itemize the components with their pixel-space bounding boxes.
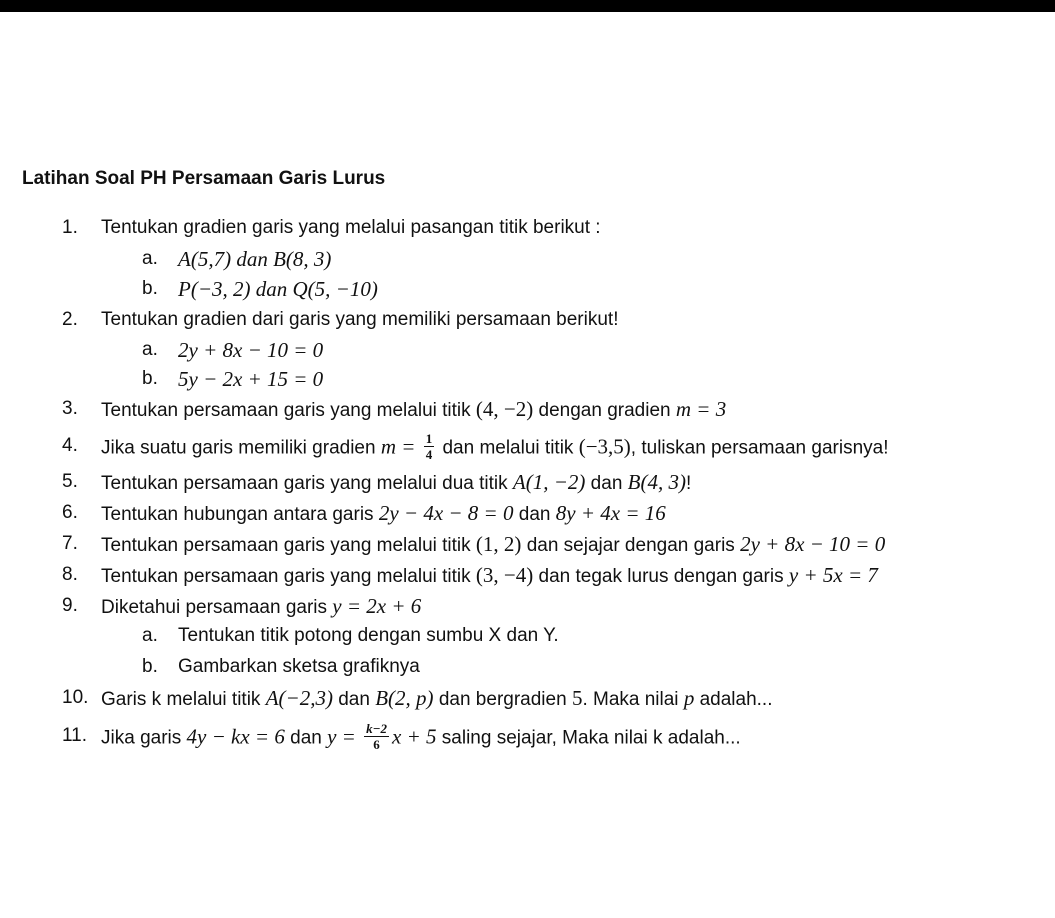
text-part: dan — [332, 689, 376, 710]
text-part: Tentukan persamaan garis yang melalui dua titik — [101, 473, 513, 494]
math-equation-1: 4y − kx = 6 — [186, 724, 285, 749]
text-part: Tentukan persamaan garis yang melalui titik — [101, 400, 476, 421]
math-gradient: 5 — [571, 686, 583, 710]
sub-question-text: Tentukan titik potong dengan sumbu X dan Y. — [178, 625, 559, 646]
text-part: Garis k melalui titik — [101, 689, 266, 710]
question-number: 10. — [62, 687, 89, 708]
math-expression: A(5,7) dan B(8, 3) — [178, 247, 332, 271]
text-part: Tentukan persamaan garis yang melalui titik — [101, 566, 476, 587]
math-equation-2: 8y + 4x = 16 — [555, 501, 666, 525]
fraction — [364, 722, 389, 751]
math-variable: p — [683, 686, 695, 710]
question-text — [101, 397, 726, 423]
math-point-a: A(1, −2) — [512, 470, 586, 494]
text-part: . Maka nilai — [582, 689, 684, 710]
text-part: dan — [284, 727, 328, 749]
text-part: Jika suatu garis memiliki gradien — [101, 437, 381, 459]
question-text — [101, 563, 878, 589]
question-number: 11. — [62, 725, 88, 746]
sub-question-text: Gambarkan sketsa grafiknya — [178, 656, 420, 677]
question-number: 2. — [62, 309, 78, 330]
math-point-b: B(2, p) — [375, 686, 434, 710]
math-point: (3, −4) — [475, 563, 534, 587]
fraction-denominator: 4 — [425, 447, 433, 462]
sub-letter: a. — [142, 248, 158, 269]
text-part: dan — [513, 504, 556, 525]
math-equation: 2y + 8x − 10 = 0 — [740, 532, 886, 556]
math-gradient: m = 3 — [675, 397, 727, 421]
question-number: 7. — [62, 533, 78, 554]
text-part: saling sejajar, Maka nilai k adalah... — [436, 727, 741, 749]
question-number: 9. — [62, 595, 78, 616]
math-point: (4, −2) — [475, 397, 534, 421]
question-text: Tentukan gradien garis yang melalui pasangan titik berikut : — [101, 217, 601, 238]
text-part: dan bergradien — [433, 689, 572, 710]
text-part: Diketahui persamaan garis — [101, 597, 333, 618]
question-number: 8. — [62, 564, 78, 585]
text-part: Jika garis — [101, 727, 187, 749]
question-text — [101, 431, 889, 463]
text-part: Tentukan persamaan garis yang melalui titik — [101, 535, 476, 556]
math-expression: P(−3, 2) dan Q(5, −10) — [178, 277, 378, 301]
question-text — [101, 532, 885, 558]
math-equation: y + 5x = 7 — [788, 563, 878, 587]
fraction-numerator: k−2 — [366, 721, 387, 736]
math-equation: y = 2x + 6 — [332, 594, 422, 618]
question-text — [101, 721, 741, 753]
sub-letter: b. — [142, 368, 158, 389]
math-point: (1, 2) — [475, 532, 522, 556]
document-title: Latihan Soal PH Persamaan Garis Lurus — [22, 168, 386, 189]
math-point-a: A(−2,3) — [265, 686, 333, 710]
text-part: dan tegak lurus dengan garis — [533, 566, 789, 587]
fraction-denominator: 6 — [373, 737, 380, 752]
text-part: dan — [585, 473, 628, 494]
math-expression: 5y − 2x + 15 = 0 — [178, 367, 324, 391]
math-point: (−3,5) — [578, 434, 631, 459]
question-text — [101, 470, 691, 496]
math-point-b: B(4, 3) — [627, 470, 686, 494]
question-text — [101, 501, 666, 527]
question-number: 3. — [62, 398, 78, 419]
sub-letter: b. — [142, 278, 158, 299]
math-equation-tail: x + 5 — [392, 724, 437, 749]
math-m-label: m = — [380, 434, 421, 459]
text-part: adalah... — [694, 689, 773, 710]
question-number: 6. — [62, 502, 78, 523]
math-y-label: y = — [327, 724, 362, 749]
math-equation-1: 2y − 4x − 8 = 0 — [378, 501, 514, 525]
question-number: 4. — [62, 435, 78, 456]
text-part: dan melalui titik — [437, 437, 579, 459]
question-text: Tentukan gradien dari garis yang memiliki persamaan berikut! — [101, 309, 619, 330]
math-expression: 2y + 8x − 10 = 0 — [178, 338, 324, 362]
text-part: Tentukan hubungan antara garis — [101, 504, 379, 525]
fraction-numerator: 1 — [425, 431, 433, 446]
fraction — [424, 432, 435, 461]
text-part: dan sejajar dengan garis — [521, 535, 741, 556]
text-part: dengan gradien — [533, 400, 676, 421]
question-text — [101, 686, 772, 712]
sub-letter: a. — [142, 339, 158, 360]
sub-letter: a. — [142, 625, 158, 646]
question-number: 5. — [62, 471, 78, 492]
sub-letter: b. — [142, 656, 158, 677]
question-text — [101, 594, 421, 620]
question-number: 1. — [62, 217, 78, 238]
text-part: , tuliskan persamaan garisnya! — [630, 437, 889, 459]
text-part: ! — [686, 473, 692, 494]
